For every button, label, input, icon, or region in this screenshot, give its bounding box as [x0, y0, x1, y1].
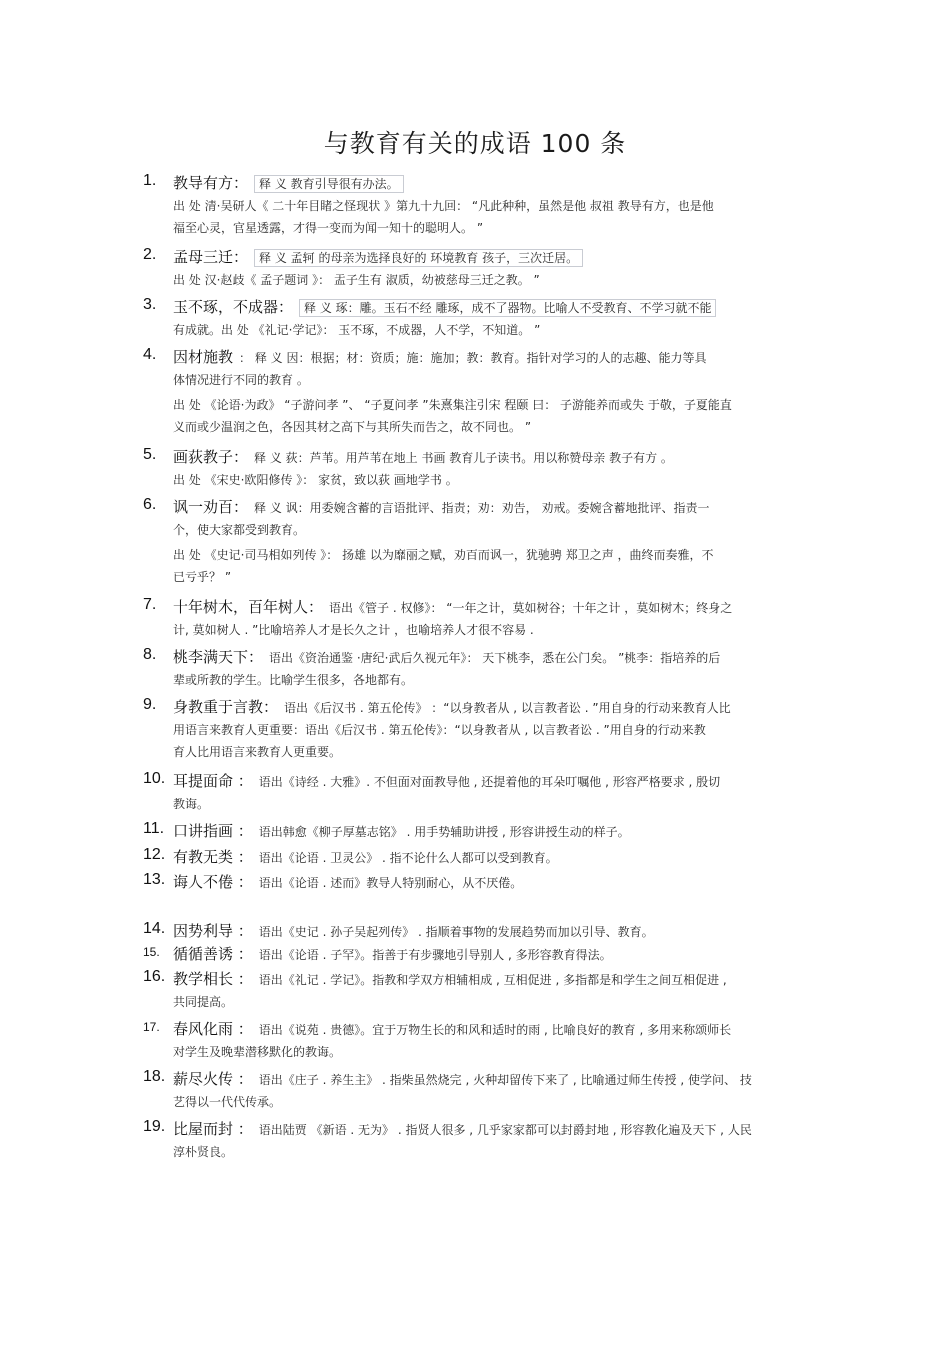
idiom-entry-19 [143, 1118, 808, 1163]
idiom-term: 身教重于言教： [173, 698, 279, 716]
entry-number: 10. [143, 770, 166, 787]
idiom-entry-15 [143, 943, 808, 966]
entry-text: 共同提高。 [173, 995, 234, 1009]
idiom-term: 循循善诱 ： [173, 945, 253, 963]
entry-number: 4. [143, 346, 157, 363]
idiom-term: 画荻教子： [173, 448, 249, 466]
idiom-entry-9 [143, 696, 808, 763]
idiom-entry-17 [143, 1018, 808, 1063]
entry-text: 有成就。出 处 《礼记·学记》： 玉不琢，不成器，人不学，不知道。 ” [173, 323, 541, 337]
idiom-entry-14 [143, 920, 808, 943]
entry-text: 出 处 《宋史·欧阳修传 》： 家贫，致以荻 画地学书 。 [173, 473, 458, 487]
entry-text: 语出《诗经 . 大雅》. 不但面对面教导他 , 还提着他的耳朵叮嘱他 , 形容严格要求 , 殷切 [258, 775, 721, 789]
idiom-term: 口讲指画 ： [173, 822, 253, 840]
entry-number: 19. [143, 1118, 166, 1135]
idiom-term: 有教无类 ： [173, 848, 253, 866]
idiom-entry-5 [143, 446, 808, 491]
page-title: 与教育有关的成语 100 条 [323, 129, 627, 158]
entry-text: 艺得以一代代传承。 [173, 1095, 282, 1109]
entry-number: 7. [143, 596, 157, 613]
entry-text: 释 义 琢：雕。玉石不经 雕琢，成不了器物。比喻人不受教育、不学习就不能 [299, 299, 716, 317]
idiom-entry-12 [143, 846, 808, 869]
entry-text: ： 释 义 因：根据；材：资质；施：施加；教：教育。指针对学习的人的志趣、能力等具 [239, 351, 707, 365]
entry-text: 语出《资治通鉴 ·唐纪·武后久视元年》： 天下桃李，悉在公门矣。 ”桃李：指培养的后 [269, 651, 721, 665]
entry-number: 13. [143, 871, 166, 888]
entry-text: 出 处 《史记·司马相如列传 》： 扬雄 以为靡丽之赋，劝百而讽一，犹驰骋 郑卫之声 ，曲终而奏雅，不 [173, 548, 714, 562]
entry-number: 1. [143, 172, 157, 189]
entry-text: 释 义 孟轲 的母亲为选择良好的 环境教育 孩子，三次迁居。 [254, 249, 583, 267]
entry-text: 个，使大家都受到教育。 [173, 523, 306, 537]
idiom-entry-16 [143, 968, 808, 1013]
entry-text: 语出韩愈《柳子厚墓志铭》 . 用手势辅助讲授 , 形容讲授生动的样子。 [258, 825, 630, 839]
idiom-term: 教导有方： [173, 174, 249, 192]
idiom-term: 十年树木，百年树人： [173, 598, 324, 616]
entry-text: 语出《礼记 . 学记》。指教和学双方相辅相成 , 互相促进 , 多指都是和学生之间互相促进 , [258, 973, 727, 987]
idiom-term: 教学相长 ： [173, 970, 253, 988]
entry-number: 17. [143, 1020, 160, 1034]
idiom-term: 桃李满天下： [173, 648, 264, 666]
entry-text: 出 处 《论语·为政》 “子游问孝 ”、 “子夏问孝 ”朱熹集注引宋 程颐 曰： 子游能养而或失 于敬，子夏能直 [173, 398, 732, 412]
entry-text: 体情况进行不同的教育 。 [173, 373, 309, 387]
entry-number: 9. [143, 696, 157, 713]
entry-text: 对学生及晚辈潜移默化的教诲。 [173, 1045, 342, 1059]
entry-number: 12. [143, 846, 166, 863]
idiom-entry-7 [143, 596, 808, 641]
idiom-term: 因势利导 ： [173, 922, 253, 940]
entry-text: 辈或所教的学生。比喻学生很多，各地都有。 [173, 673, 414, 687]
idiom-entry-10 [143, 770, 808, 815]
entry-text: 释 义 讽：用委婉含蓄的言语批评、指责；劝：劝告， 劝戒。委婉含蓄地批评、指责一 [254, 501, 710, 515]
entry-text: 语出陆贾 《新语 . 无为》 . 指贤人很多 , 几乎家家都可以封爵封地 , 形容教化遍及天下 , 人民 [258, 1123, 752, 1137]
entry-number: 16. [143, 968, 166, 985]
entry-text: 已亏乎？ ” [173, 570, 232, 584]
idiom-entry-8 [143, 646, 808, 691]
entry-text: 语出《管子 . 权修》： “一年之计，莫如树谷；十年之计 ，莫如树木；终身之 [329, 601, 733, 615]
entry-text: 释 义 教育引导很有办法。 [254, 175, 404, 193]
entry-number: 2. [143, 246, 157, 263]
idiom-entry-13 [143, 871, 808, 894]
idiom-entry-11 [143, 820, 808, 843]
idiom-term: 因材施教 [173, 348, 234, 366]
entry-text: 出 处 清·吴研人《 二十年目睹之怪现状 》第九十九回： “凡此种种，虽然是他 叔祖 教导有方，也是他 [173, 199, 714, 213]
idiom-term: 春风化雨 ： [173, 1020, 253, 1038]
idiom-entry-3 [143, 296, 808, 341]
entry-number: 8. [143, 646, 157, 663]
entry-number: 18. [143, 1068, 166, 1085]
entry-number: 3. [143, 296, 157, 313]
idiom-term: 薪尽火传 ： [173, 1070, 253, 1088]
entry-text: 义而或少温润之色，各因其材之高下与其所失而告之，故不同也。 ” [173, 420, 532, 434]
entry-text: 淳朴贤良。 [173, 1145, 234, 1159]
idiom-term: 玉不琢，不成器： [173, 298, 294, 316]
idiom-term: 讽一劝百： [173, 498, 249, 516]
idiom-entry-6 [143, 496, 808, 588]
idiom-term: 比屋而封 ： [173, 1120, 253, 1138]
entry-text: 计, 莫如树人 . ”比喻培养人才是长久之计 ，也喻培养人才很不容易 . [173, 623, 534, 637]
entry-text: 语出《论语 . 子罕》。指善于有步骤地引导别人 , 多形容教育得法。 [258, 948, 612, 962]
idiom-term: 孟母三迁： [173, 248, 249, 266]
entry-text: 用语言来教育人更重要：语出《后汉书 . 第五伦传》：“以身教者从 , 以言教者讼 . ”用自身的行动来教 [173, 723, 706, 737]
entry-number: 5. [143, 446, 157, 463]
entry-text: 释 义 荻：芦苇。用芦苇在地上 书画 教育儿子读书。用以称赞母亲 教子有方 。 [254, 451, 673, 465]
entry-text: 语出《说苑 . 贵德》。宜于万物生长的和风和适时的雨 , 比喻良好的教育 , 多用来称颂师长 [258, 1023, 732, 1037]
entry-text: 语出《后汉书 . 第五伦传》 ：“以身教者从 , 以言教者讼 . ”用自身的行动来教育人比 [284, 701, 731, 715]
idiom-term: 耳提面命 ： [173, 772, 253, 790]
entry-text: 语出《论语 . 述而》教导人特别耐心，从不厌倦。 [258, 876, 523, 890]
entry-number: 6. [143, 496, 157, 513]
entry-text: 语出《庄子 . 养生主》 . 指柴虽然烧完 , 火种却留传下来了 , 比喻通过师生传授 , 使学问、 技 [258, 1073, 752, 1087]
entry-number: 11. [143, 820, 165, 837]
idiom-term: 诲人不倦 ： [173, 873, 253, 891]
entry-text: 育人比用语言来教育人更重要。 [173, 745, 342, 759]
idiom-entry-18 [143, 1068, 808, 1113]
entry-text: 教诲。 [173, 797, 210, 811]
idiom-entry-1 [143, 172, 808, 239]
entry-text: 语出《史记 . 孙子吴起列传》 . 指顺着事物的发展趋势而加以引导、教育。 [258, 925, 654, 939]
entry-number: 15. [143, 945, 160, 959]
entry-number: 14. [143, 920, 166, 937]
idiom-entry-2 [143, 246, 808, 291]
entry-text: 语出《论语 . 卫灵公》 . 指不论什么人都可以受到教育。 [258, 851, 558, 865]
entry-text: 出 处 汉·赵歧《 孟子题词 》： 盂子生有 淑质，幼被慈母三迁之教。 ” [173, 273, 540, 287]
entry-text: 福至心灵，官星透露，才得一变而为闻一知十的聪明人。 ” [173, 221, 484, 235]
idiom-entry-4 [143, 346, 808, 438]
